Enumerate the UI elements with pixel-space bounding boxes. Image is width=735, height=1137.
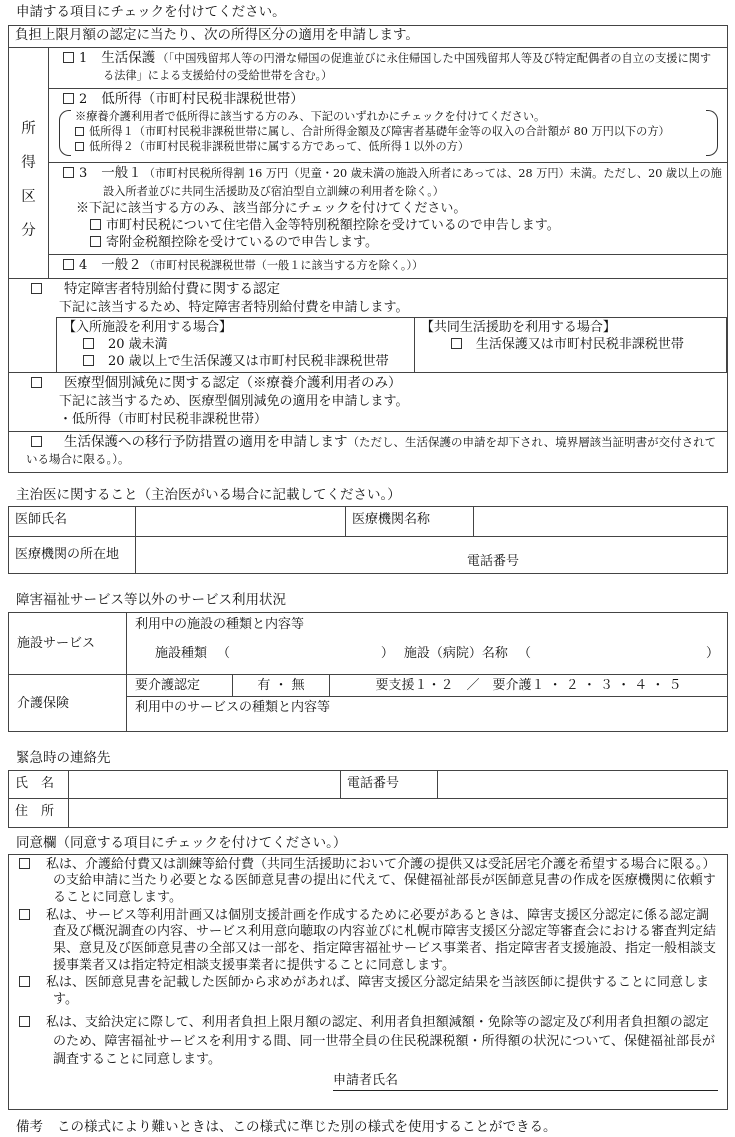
facility-type-paren-open: （ — [217, 646, 231, 662]
emergency-address-field[interactable] — [69, 799, 727, 827]
consent-3-text: 私は、医師意見書を記載した医師から求めがあれば、障害支援区分認定結果を当該医師に提供することに同意します。 — [46, 975, 710, 1007]
housing-loan-deduction-label: 市町村民税について住宅借入金等特別税額控除を受けているので申告します。 — [106, 217, 560, 233]
low-income-bracket-note — [59, 109, 718, 156]
income-table-header: 負担上限月額の認定に当たり、次の所得区分の適用を申請します。 — [9, 26, 727, 48]
income-2-number: 2 — [79, 91, 88, 107]
medical-org-field[interactable] — [474, 507, 727, 536]
emergency-address-label: 住 所 — [9, 799, 69, 827]
medical-reduction-row — [9, 373, 727, 431]
group-home-welfare-checkbox[interactable] — [451, 338, 462, 349]
emergency-name-field[interactable] — [69, 771, 341, 798]
facility-type-paren-close: ） — [380, 646, 394, 662]
donation-deduction-label: 寄附金税額控除を受けているので申告します。 — [106, 235, 378, 251]
service-usage-table — [8, 612, 728, 732]
facility-service-body — [127, 613, 727, 674]
income-4-note: （市町村民税課税世帯（一般１に該当する方を除く。）） — [143, 259, 424, 273]
low-income-note: ※療養介護利用者で低所得に該当する方のみ、下記のいずれかにチェックを付けてください。 — [75, 110, 546, 124]
low-income-2-label: 低所得２（市町村民税非課税世帯に属する方であって、低所得１以外の方） — [89, 139, 470, 153]
consent-2-text: 私は、サービス等利用計画又は個別支援計画を作成するために必要があるときは、障害支援区分認定に係る認定調査及び概況調査の内容、サービス利用意向聴取の内容並びに札幌市障害支援区分認定等審査会における審査判定結果、意見及び医師意見書の全部又は一部を、指定障害福祉サービス事業者、指定障害者支援施設、指定一般相談支援事業者又は指定特定相談支援事業者に提供することに同意します。 — [46, 907, 717, 973]
facility-admission-header: 【入所施設を利用する場合】 — [63, 319, 233, 335]
income-items — [49, 48, 727, 278]
facility-name-paren-close: ） — [705, 646, 719, 662]
emergency-table — [8, 770, 728, 828]
consent-2-checkbox[interactable] — [19, 909, 30, 920]
remarks-text: この様式により難いときは、この様式に準じた別の様式を使用することができる。 — [57, 1119, 557, 1136]
income-1-number: 1 — [79, 50, 88, 66]
service-usage-section-title: 障害福祉サービス等以外のサービス利用状況 — [16, 592, 286, 609]
consent-1-text: 私は、介護給付費又は訓練等給付費（共同生活援助において介護の提供又は受託居宅介護を希望する場合に限る。）の支給申請に当たり必要となる医師意見書の提出に代えて、保健福祉部長が医師意見書の作成を医療機関に依頼することに同意します。 — [46, 856, 716, 906]
care-level-options[interactable]: 要支援１・２ ／ 要介護１ ・ ２ ・ ３ ・ ４ ・ ５ — [375, 678, 682, 694]
form-instruction: 申請する項目にチェックを付けてください。 — [16, 4, 286, 20]
income-1-title: 生活保護 — [101, 49, 156, 66]
doctor-table — [8, 506, 728, 574]
income-item-3 — [49, 163, 727, 255]
doctor-section-title: 主治医に関すること（主治医がいる場合に記載してください。） — [16, 486, 401, 503]
consent-box — [8, 854, 728, 1111]
group-home-cell — [415, 318, 726, 372]
income-1-checkbox[interactable] — [63, 52, 74, 63]
income-1-note: （「中国残留邦人等の円滑な帰国の促進並びに永住帰国した中国残留邦人等及び特定配偶者の自立の支援に関する法律」による支援給付の受給世帯を含む。） — [103, 51, 712, 83]
care-insurance-label: 介護保険 — [9, 675, 127, 731]
care-insurance-body — [127, 675, 727, 731]
emergency-phone-label: 電話番号 — [341, 771, 438, 798]
income-3-checkbox[interactable] — [63, 167, 74, 178]
income-2-checkbox[interactable] — [63, 93, 74, 104]
under-20-label: 20 歳未満 — [108, 337, 168, 353]
under-20-checkbox[interactable] — [83, 338, 94, 349]
medical-reduction-title-note: （※療養介護利用者のみ） — [239, 375, 402, 392]
income-4-title: 一般２ — [101, 257, 142, 274]
income-category-table — [8, 25, 728, 473]
medical-reduction-bullet: ・低所得（市町村民税非課税世帯） — [59, 412, 268, 428]
low-income-1-label: 低所得１（市町村民税非課税世帯に属し、合計所得金額及び障害者基礎年金等の収入の合計額が 80 万円以下の方） — [89, 125, 670, 139]
medical-org-address-field[interactable] — [136, 537, 727, 573]
medical-reduction-checkbox[interactable] — [31, 377, 42, 388]
facility-service-label: 施設サービス — [9, 613, 127, 674]
income-4-checkbox[interactable] — [63, 259, 74, 270]
housing-loan-deduction-checkbox[interactable] — [90, 219, 101, 230]
special-benefit-checkbox[interactable] — [31, 283, 42, 294]
income-item-4 — [49, 255, 727, 278]
medical-reduction-subtitle: 下記に該当するため、医療型個別減免の適用を申請します。 — [59, 394, 409, 410]
welfare-transition-note: （ただし、生活保護の申請を却下され、境界層該当証明書が交付されている場合に限る。）。 — [26, 434, 717, 467]
applicant-name-label: 申請者氏名 — [333, 1072, 399, 1088]
facility-name-label: 施設（病院）名称 — [403, 646, 508, 662]
special-benefit-inner-table — [56, 317, 727, 372]
donation-deduction-checkbox[interactable] — [90, 236, 101, 247]
consent-3-checkbox[interactable] — [19, 976, 30, 987]
facility-type-label: 施設種類 — [155, 646, 208, 662]
medical-reduction-title: 医療型個別減免に関する認定 — [64, 375, 240, 392]
welfare-transition-title: 生活保護への移行予防措置の適用を申請します — [64, 433, 348, 450]
consent-section-title: 同意欄（同意する項目にチェックを付けてください。） — [16, 834, 347, 851]
income-category-block — [9, 48, 727, 279]
medical-org-label: 医療機関名称 — [346, 507, 474, 536]
doctor-name-field[interactable] — [136, 507, 346, 536]
income-item-2 — [49, 89, 727, 163]
medical-org-address-label: 医療機関の所在地 — [9, 537, 136, 573]
facility-usage-label: 利用中の施設の種類と内容等 — [135, 617, 305, 633]
remarks-line — [8, 1119, 728, 1137]
care-cert-yes-no[interactable]: 有 ・ 無 — [233, 675, 330, 696]
care-service-usage-label: 利用中のサービスの種類と内容等 — [135, 700, 331, 716]
care-cert-label: 要介護認定 — [127, 675, 233, 696]
income-category-side-label: 所 得 区 分 — [9, 48, 49, 278]
over-20-welfare-label: 20 歳以上で生活保護又は市町村民税非課税世帯 — [108, 354, 389, 370]
consent-1-checkbox[interactable] — [19, 858, 30, 869]
special-benefit-subtitle: 下記に該当するため、特定障害者特別給付費を申請します。 — [59, 299, 409, 315]
care-service-usage-field[interactable] — [127, 697, 727, 731]
facility-admission-cell — [57, 318, 415, 372]
doctor-name-label: 医師氏名 — [9, 507, 136, 536]
special-benefit-row — [9, 279, 727, 373]
income-4-number: 4 — [79, 258, 88, 274]
income-3-note: （市町村民税所得割 16 万円（児童・20 歳未満の施設入所者にあっては、28 万円）未満。ただし、20 歳以上の施設入所者並びに共同生活援助及び宿泊型自立訓練の利用者を除く。） — [103, 166, 722, 198]
remarks-label: 備考 — [16, 1119, 43, 1136]
group-home-welfare-label: 生活保護又は市町村民税非課税世帯 — [475, 337, 684, 353]
low-income-2-checkbox[interactable] — [75, 142, 84, 151]
emergency-name-label: 氏 名 — [9, 771, 69, 798]
facility-name-paren-open: （ — [517, 646, 531, 662]
low-income-1-checkbox[interactable] — [75, 127, 84, 136]
consent-4-text: 私は、支給決定に際して、利用者負担上限月額の認定、利用者負担額減額・免除等の認定及び利用者負担額の認定のため、障害福祉サービスを利用する間、同一世帯全員の住民税課税額・所得額の状況について、保健福祉部長が調査することに同意します。 — [46, 1015, 715, 1068]
doctor-phone-label: 電話番号 — [466, 554, 519, 570]
income-2-title: 低所得（市町村民税非課税世帯） — [101, 90, 304, 107]
over-20-welfare-checkbox[interactable] — [83, 355, 94, 366]
group-home-header: 【共同生活援助を利用する場合】 — [420, 319, 616, 335]
applicant-name-field[interactable] — [333, 1073, 718, 1092]
income-3-title: 一般１ — [101, 164, 142, 181]
welfare-transition-checkbox[interactable] — [31, 436, 42, 447]
income-item-1 — [49, 48, 727, 89]
special-benefit-title: 特定障害者特別給付費に関する認定 — [64, 281, 280, 297]
emergency-phone-field[interactable] — [438, 771, 727, 798]
emergency-section-title: 緊急時の連絡先 — [16, 750, 111, 767]
consent-4-checkbox[interactable] — [19, 1016, 30, 1027]
income-3-instruction: ※下記に該当する方のみ、該当部分にチェックを付けてください。 — [76, 200, 467, 216]
income-3-number: 3 — [79, 165, 88, 181]
welfare-transition-row — [9, 432, 727, 472]
